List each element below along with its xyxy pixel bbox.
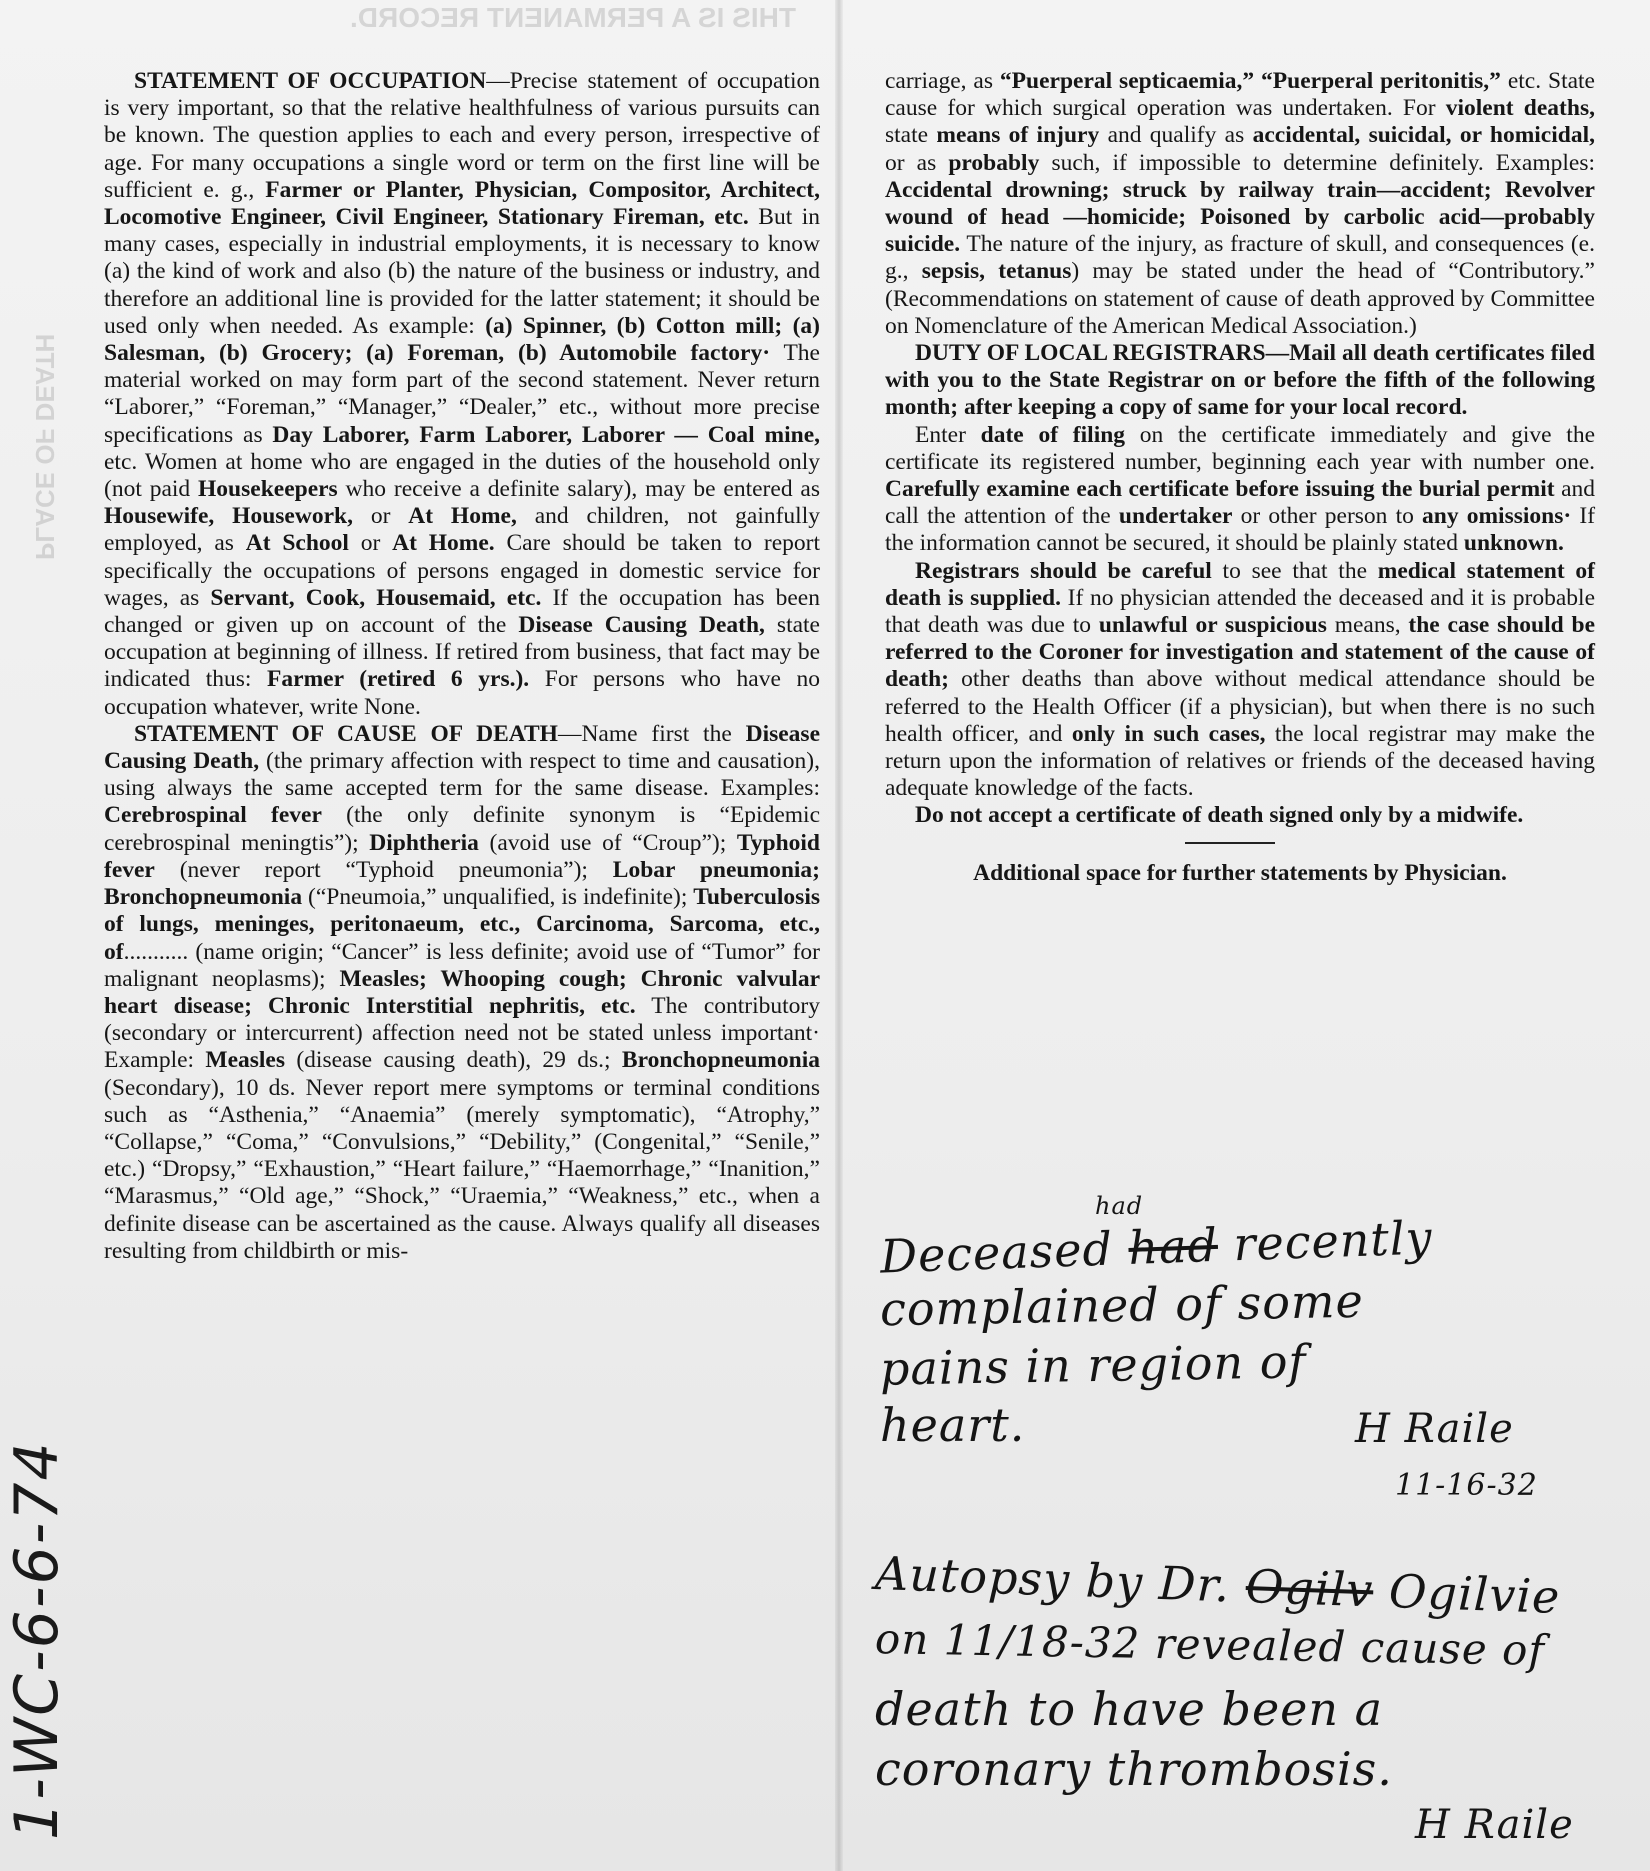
hand-line-7: death to have been a <box>875 1682 1384 1736</box>
date-1: 11-16-32 <box>1395 1468 1538 1503</box>
left-column <box>104 68 820 1265</box>
bleed-through-left: PLACE OF DEATH <box>30 333 60 560</box>
cause-continued-paragraph: carriage, as “Puerperal septicaemia,” “Puerperal peritonitis,” etc. State cause for which surgical operation was undertaken. For violent deaths, state means of injury and qualify as accidental, suicidal, or homicidal, or as probably such, if impossible to determine definitely. Examples: Accidental drowning; struck by railway train—accident; Revolver wound of head —homicide; Poisoned by carbolic acid—probably suicide. The nature of the injury, as fracture of skull, and consequences (e. g., sepsis, tetanus) may be stated under the head of “Contributory.” (Recommendations on statement of cause of death approved by Committee on Nomenclature of the American Medical Association.) <box>885 68 1595 339</box>
physician-handwritten-notes <box>874 1192 1610 1862</box>
cause-heading: STATEMENT OF CAUSE OF DEATH <box>134 720 558 747</box>
hand-line-8: coronary thrombosis. <box>875 1742 1393 1796</box>
additional-space-heading: Additional space for further statements by Physician. <box>885 860 1595 887</box>
hand-insertion: had <box>1095 1192 1144 1220</box>
hand-line-2: complained of some <box>879 1273 1365 1337</box>
duty-paragraph: DUTY OF LOCAL REGISTRARS—Mail all death certificates filed with you to the State Registrar on or before the fifth of the following month; after keeping a copy of same for your local record. <box>885 340 1595 421</box>
registrars-paragraph: Registrars should be careful to see that the medical statement of death is supplied. If no physician attended the deceased and it is probable that death was due to unlawful or suspicious means, the case should be referred to the Coroner for investigation and statement of the cause of death; other deaths than above without medical attendance should be referred to the Health Officer (if a physician), but when there is no such health officer, and only in such cases, the local registrar may make the return upon the information of relatives or friends of the deceased having adequate knowledge of the facts. <box>885 557 1596 802</box>
page-fold <box>835 0 843 1871</box>
hand-line-4: heart. <box>880 1398 1026 1452</box>
enter-paragraph: Enter date of filing on the certificate immediately and give the certificate its registered number, beginning each year with number one. Carefully examine each certificate before issuing the burial permit and call the attention of the undertaker or other person to any omissions· If the information cannot be secured, it should be plainly stated unknown. <box>885 421 1596 557</box>
occupation-heading: STATEMENT OF OCCUPATION <box>134 68 487 94</box>
hand-line-1: Deceased had recently <box>879 1210 1434 1284</box>
midwife-paragraph: Do not accept a certificate of death signed only by a midwife. <box>915 802 1524 829</box>
hand-line-3: pains in region of <box>879 1334 1307 1396</box>
bleed-through-top: THIS IS A PERMANENT RECORD. <box>350 2 796 33</box>
cause-paragraph: STATEMENT OF CAUSE OF DEATH—Name first the Disease Causing Death, (the primary affection with respect to time and causation), using always the same accepted term for the same disease. Examples: Cerebrospinal fever (the only definite synonym is “Epidemic cerebrospinal meningtis”); Diphtheria (avoid use of “Croup”); Typhoid fever (never report “Typhoid pneumonia”); Lobar pneumonia; Bronchopneumonia (“Pneumoia,” unqualified, is indefinite); Tuberculosis of lungs, meninges, peritonaeum, etc., Carcinoma, Sarcoma, etc., of........... (name origin; “Cancer” is less definite; avoid use of “Tumor” for malignant neoplasms); Measles; Whooping cough; Chronic valvular heart disease; Chronic Interstitial nephritis, etc. The contributory (secondary or intercurrent) affection need not be stated unless important· Example: Measles (disease causing death), 29 ds.; Bronchopneumonia (Secondary), 10 ds. Never report mere symptoms or terminal conditions such as “Asthenia,” “Anaemia” (merely symptomatic), “Atrophy,” “Collapse,” “Coma,” “Convulsions,” “Debility,” (Congenital,” “Senile,” etc.) “Dropsy,” “Exhaustion,” “Heart failure,” “Haemorrhage,” “Inanition,” “Marasmus,” “Old age,” “Shock,” “Uraemia,” “Weakness,” etc., when a definite disease can be ascertained as the cause. Always qualify all diseases resulting from childbirth or mis- <box>104 720 821 1264</box>
signature-1: H Raile <box>1355 1406 1514 1452</box>
hand-line-5: Autopsy by Dr. Ogilv Ogilvie <box>874 1546 1562 1624</box>
occupation-paragraph: STATEMENT OF OCCUPATION—Precise statement of occupation is very important, so that the relative healthfulness of various pursuits can be known. The question applies to each and every person, irrespective of age. For many occupations a single word or term on the first line will be sufficient e. g., Farmer or Planter, Physician, Compositor, Architect, Locomotive Engineer, Civil Engineer, Stationary Fireman, etc. But in many cases, especially in industrial employments, it is necessary to know (a) the kind of work and also (b) the nature of the business or industry, and therefore an additional line is provided for the latter statement; it should be used only when needed. As example: (a) Spinner, (b) Cotton mill; (a) Salesman, (b) Grocery; (a) Foreman, (b) Automobile factory· The material worked on may form part of the second statement. Never return “Laborer,” “Foreman,” “Manager,” “Dealer,” etc., without more precise specifications as Day Laborer, Farm Laborer, Laborer — Coal mine, etc. Women at home who are engaged in the duties of the household only (not paid Housekeepers who receive a definite salary), may be entered as Housewife, Housework, or At Home, and children, not gainfully employed, as At School or At Home. Care should be taken to report specifically the occupations of persons engaged in domestic service for wages, as Servant, Cook, Housemaid, etc. If the occupation has been changed or given up on account of the Disease Causing Death, state occupation at beginning of illness. If retired from business, that fact may be indicated thus: Farmer (retired 6 yrs.). For persons who have no occupation whatever, write None. <box>104 68 821 720</box>
hand-line-6: on 11/18-32 revealed cause of <box>874 1614 1546 1675</box>
right-column <box>885 68 1595 887</box>
duty-heading: DUTY OF LOCAL REGISTRARS <box>915 340 1266 367</box>
document-id-stamp: 1-WC-6-6-74 <box>2 1440 72 1840</box>
signature-2: H Raile <box>1415 1802 1574 1848</box>
